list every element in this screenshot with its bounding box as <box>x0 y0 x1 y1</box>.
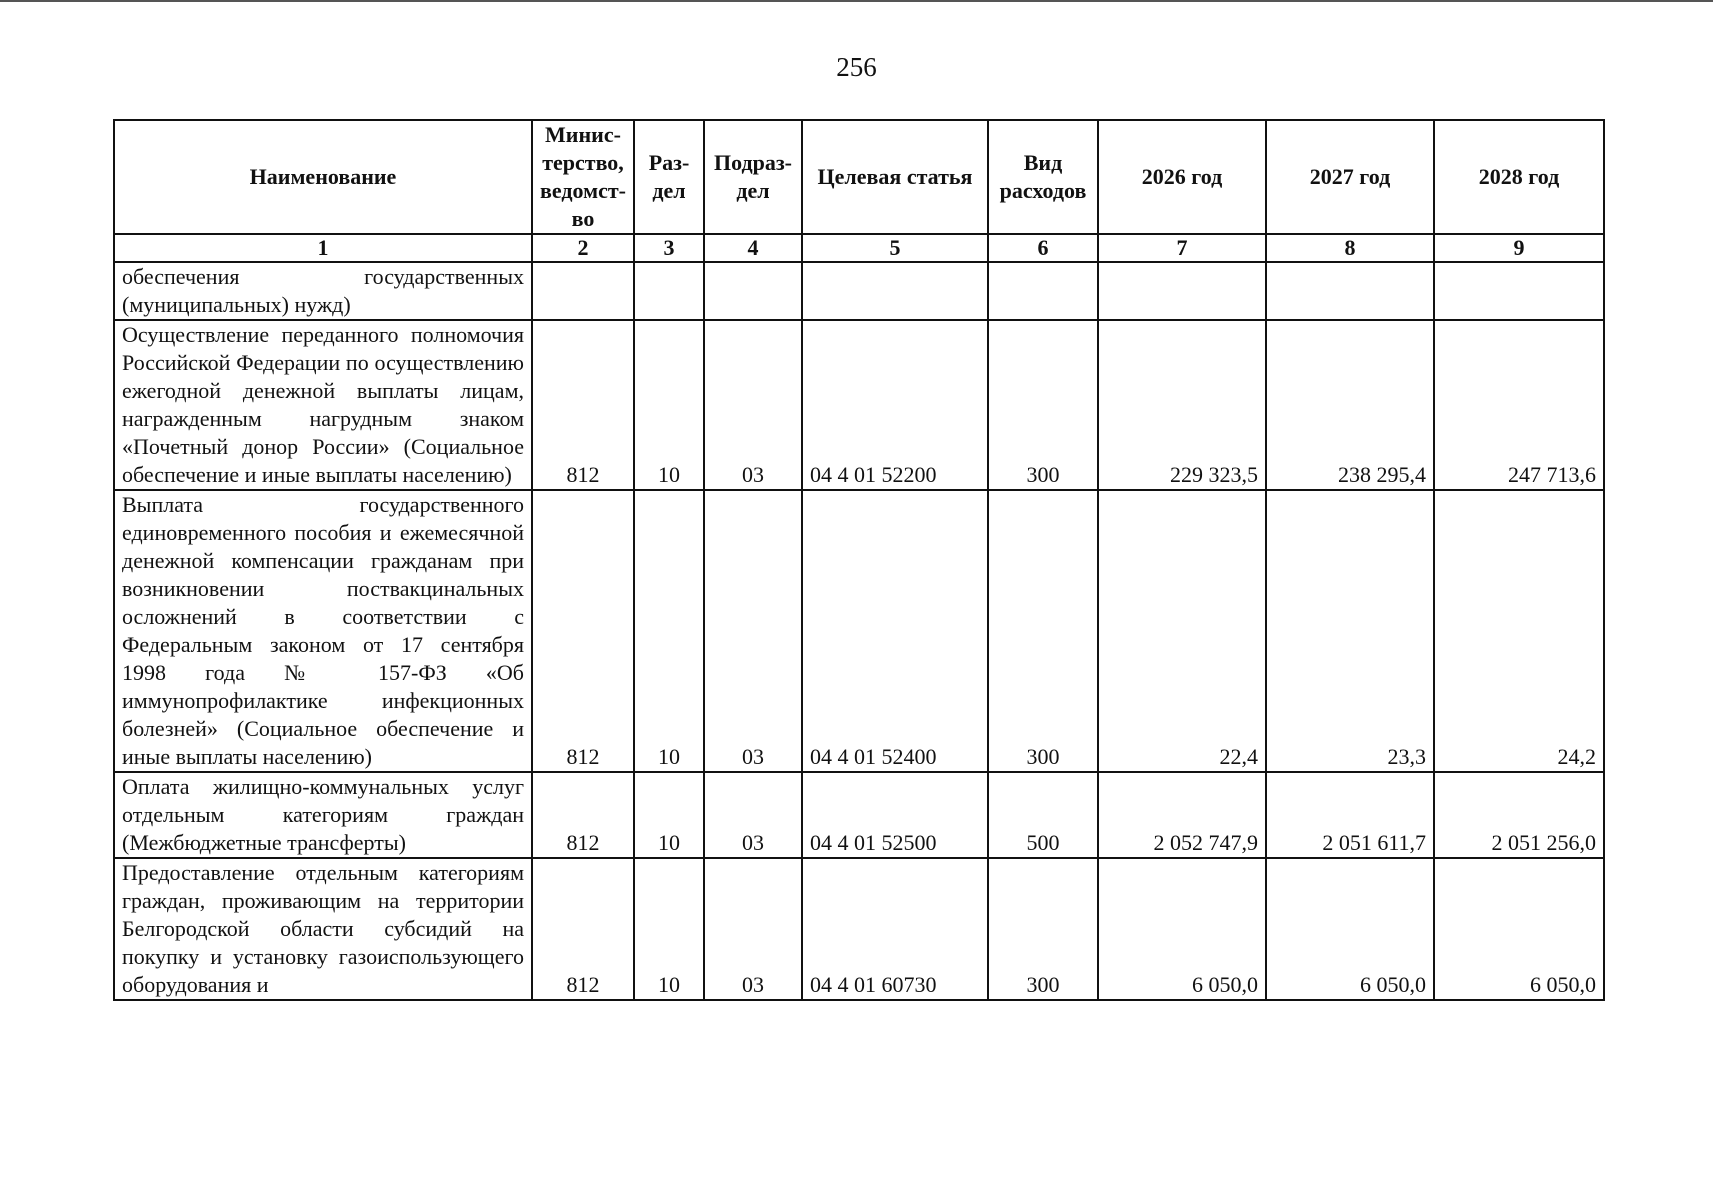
row-target-article: 04 4 01 52200 <box>802 320 988 490</box>
row-value-2026: 2 052 747,9 <box>1098 772 1266 858</box>
row-section: 10 <box>634 490 704 772</box>
row-subsection: 03 <box>704 320 802 490</box>
row-value-2027: 23,3 <box>1266 490 1434 772</box>
row-value-2028: 2 051 256,0 <box>1434 772 1604 858</box>
row-value-2026: 22,4 <box>1098 490 1266 772</box>
column-number: 9 <box>1434 234 1604 262</box>
row-section: 10 <box>634 320 704 490</box>
row-expense-type: 300 <box>988 490 1098 772</box>
row-subsection: 03 <box>704 772 802 858</box>
row-name: обеспечения государственных (муниципальных) нужд) <box>114 262 532 320</box>
row-subsection <box>704 262 802 320</box>
row-ministry <box>532 262 634 320</box>
header-year-2027: 2027 год <box>1266 120 1434 234</box>
header-name: Наименование <box>114 120 532 234</box>
row-subsection: 03 <box>704 490 802 772</box>
row-section: 10 <box>634 772 704 858</box>
column-number: 4 <box>704 234 802 262</box>
row-value-2026: 6 050,0 <box>1098 858 1266 1000</box>
row-name: Предоставление отдельным категориям граждан, проживающим на территории Белгородской области субсидий на покупку и установку газоиспользующего оборудования и <box>114 858 532 1000</box>
row-name: Оплата жилищно-коммунальных услуг отдельным категориям граждан (Межбюджетные трансферты) <box>114 772 532 858</box>
row-ministry: 812 <box>532 772 634 858</box>
row-value-2028 <box>1434 262 1604 320</box>
row-value-2026 <box>1098 262 1266 320</box>
row-name: Осуществление переданного полномочия Российской Федерации по осуществлению ежегодной денежной выплаты лицам, награжденным нагрудным знаком «Почетный донор России» (Социальное обеспечение и иные выплаты населению) <box>114 320 532 490</box>
column-number: 6 <box>988 234 1098 262</box>
row-ministry: 812 <box>532 858 634 1000</box>
table-row <box>114 858 1604 1000</box>
row-target-article: 04 4 01 52400 <box>802 490 988 772</box>
row-expense-type: 500 <box>988 772 1098 858</box>
row-value-2026: 229 323,5 <box>1098 320 1266 490</box>
row-target-article: 04 4 01 60730 <box>802 858 988 1000</box>
header-section: Раз-дел <box>634 120 704 234</box>
header-subsection: Подраз-дел <box>704 120 802 234</box>
column-number: 7 <box>1098 234 1266 262</box>
table-row <box>114 320 1604 490</box>
row-ministry: 812 <box>532 490 634 772</box>
top-edge-line <box>0 0 1713 2</box>
header-target-article: Целевая статья <box>802 120 988 234</box>
row-expense-type: 300 <box>988 858 1098 1000</box>
row-expense-type <box>988 262 1098 320</box>
column-number: 8 <box>1266 234 1434 262</box>
header-expense-type: Вид расходов <box>988 120 1098 234</box>
row-section <box>634 262 704 320</box>
row-subsection: 03 <box>704 858 802 1000</box>
row-value-2027: 238 295,4 <box>1266 320 1434 490</box>
row-section: 10 <box>634 858 704 1000</box>
row-value-2027 <box>1266 262 1434 320</box>
column-number: 1 <box>114 234 532 262</box>
header-ministry: Минис-терство, ведомст-во <box>532 120 634 234</box>
row-value-2027: 2 051 611,7 <box>1266 772 1434 858</box>
column-number: 2 <box>532 234 634 262</box>
table-row <box>114 262 1604 320</box>
column-number: 5 <box>802 234 988 262</box>
table-header-row <box>114 120 1604 234</box>
table-row <box>114 490 1604 772</box>
column-number: 3 <box>634 234 704 262</box>
row-value-2028: 247 713,6 <box>1434 320 1604 490</box>
row-value-2027: 6 050,0 <box>1266 858 1434 1000</box>
row-ministry: 812 <box>532 320 634 490</box>
header-year-2028: 2028 год <box>1434 120 1604 234</box>
row-name: Выплата государственного единовременного пособия и ежемесячной денежной компенсации гражданам при возникновении поствакцинальных осложнений в соответствии с Федеральным законом от 17 сентября 1998 года № 157-ФЗ «Об иммунопрофилактике инфекционных болезней» (Социальное обеспечение и иные выплаты населению) <box>114 490 532 772</box>
row-target-article: 04 4 01 52500 <box>802 772 988 858</box>
budget-table <box>113 119 1605 1001</box>
row-value-2028: 6 050,0 <box>1434 858 1604 1000</box>
page-number: 256 <box>836 52 877 82</box>
header-year-2026: 2026 год <box>1098 120 1266 234</box>
column-number-row <box>114 234 1604 262</box>
row-target-article <box>802 262 988 320</box>
table-row <box>114 772 1604 858</box>
row-value-2028: 24,2 <box>1434 490 1604 772</box>
row-expense-type: 300 <box>988 320 1098 490</box>
